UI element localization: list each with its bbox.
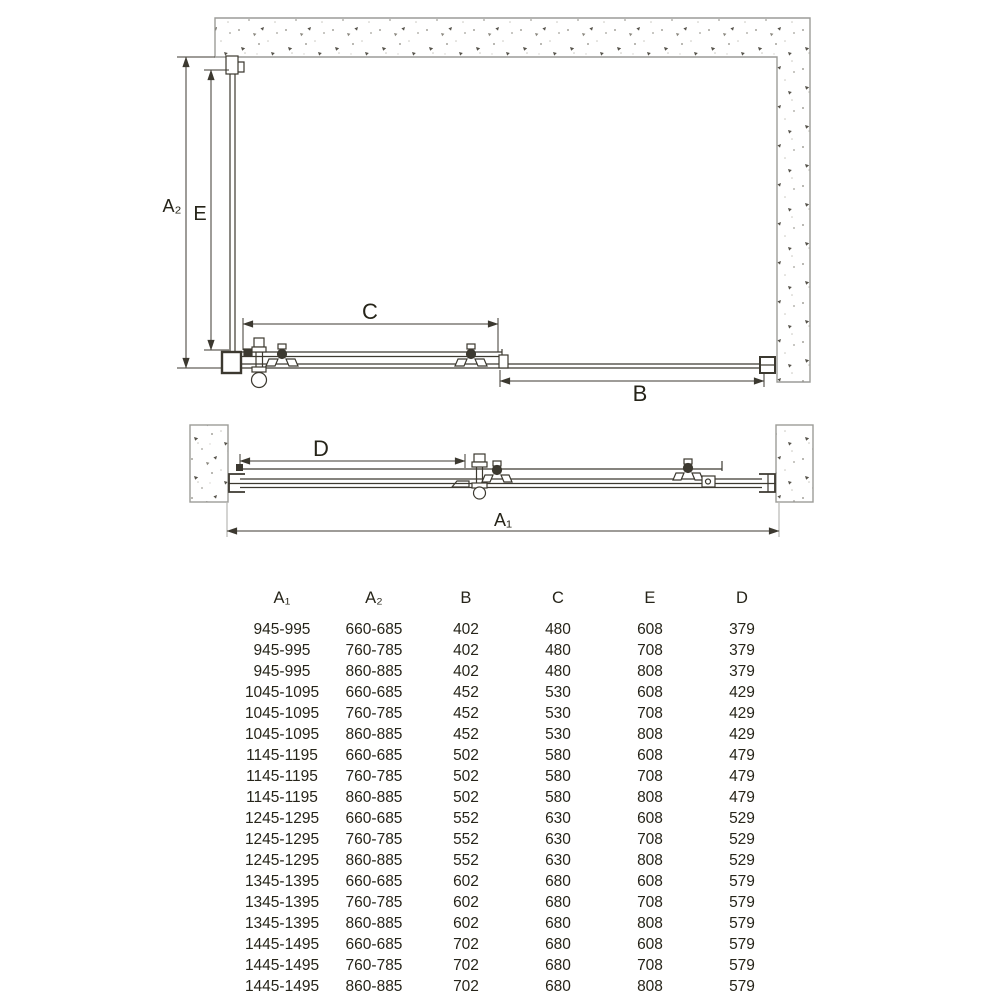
table-cell: 579 <box>729 957 755 974</box>
table-cell: 760-785 <box>345 642 403 659</box>
table-cell: 452 <box>453 684 479 701</box>
table-cell: 479 <box>729 789 755 806</box>
table-cell: 1145-1195 <box>246 747 318 764</box>
corner-bracket <box>222 352 241 373</box>
table-cell: 702 <box>453 978 479 995</box>
table-cell: 860-885 <box>345 789 403 806</box>
roller-foot <box>501 475 512 482</box>
table-cell: 808 <box>637 726 663 743</box>
table-cell: 479 <box>729 747 755 764</box>
roller-cap <box>278 344 286 349</box>
table-row <box>236 976 788 997</box>
profile-hook <box>238 62 244 72</box>
dim-label-e: E <box>193 203 207 225</box>
table-cell: 660-685 <box>345 684 403 701</box>
table-cell: 579 <box>729 873 755 890</box>
knob-bar <box>252 367 266 372</box>
column-header: A₂ <box>365 589 383 607</box>
roller-trolley <box>673 459 715 487</box>
table-cell: 680 <box>545 957 571 974</box>
table-cell: 945-995 <box>253 642 311 659</box>
column-header: A₁ <box>273 589 291 607</box>
knob-bar <box>252 347 266 352</box>
roller-wheel <box>467 350 476 359</box>
table-cell: 480 <box>545 621 571 638</box>
table-row <box>236 766 788 787</box>
table-cell: 860-885 <box>345 852 403 869</box>
table-cell: 502 <box>453 747 479 764</box>
table-cell: 429 <box>729 684 755 701</box>
table-cell: 760-785 <box>345 831 403 848</box>
roller-trolley <box>455 344 487 366</box>
roller-foot <box>475 359 487 366</box>
column-header: D <box>735 589 749 607</box>
table-cell: 602 <box>453 873 479 890</box>
table-cell: 1445-1495 <box>244 978 320 995</box>
wall-plan <box>215 18 810 382</box>
table-cell: 608 <box>637 936 663 953</box>
table-cell: 702 <box>453 957 479 974</box>
table-row <box>236 661 788 682</box>
door-end-block <box>244 349 252 356</box>
table-cell: 608 <box>637 621 663 638</box>
table-cell: 708 <box>637 894 663 911</box>
table-cell: 808 <box>637 663 663 680</box>
table-cell: 680 <box>545 978 571 995</box>
table-cell: 480 <box>545 663 571 680</box>
plan-view <box>163 18 811 406</box>
table-cell: 579 <box>729 936 755 953</box>
table-row <box>236 619 788 640</box>
table-cell: 808 <box>637 915 663 932</box>
table-cell: 708 <box>637 957 663 974</box>
table-cell: 860-885 <box>345 915 403 932</box>
table-cell: 808 <box>637 789 663 806</box>
table-cell: 680 <box>545 915 571 932</box>
table-cell: 552 <box>453 852 479 869</box>
table-cell: 379 <box>729 663 755 680</box>
dim-b <box>500 370 764 406</box>
roller-foot <box>266 359 278 366</box>
table-cell: 680 <box>545 936 571 953</box>
table-cell: 660-685 <box>345 810 403 827</box>
table-row <box>236 682 788 703</box>
knob-cap <box>254 338 264 347</box>
table-cell: 608 <box>637 747 663 764</box>
table-cell: 480 <box>545 642 571 659</box>
table-cell: 1045-1095 <box>244 726 320 743</box>
handle-knob <box>252 338 267 388</box>
table-cell: 760-785 <box>345 705 403 722</box>
roller-wheel <box>684 464 693 473</box>
table-cell: 579 <box>729 894 755 911</box>
panel-junction <box>499 355 508 368</box>
table-cell: 429 <box>729 726 755 743</box>
table-cell: 760-785 <box>345 894 403 911</box>
table-cell: 608 <box>637 810 663 827</box>
table-cell: 1145-1195 <box>246 768 318 785</box>
table-row <box>236 850 788 871</box>
table-cell: 402 <box>453 642 479 659</box>
dim-label-a1: A₁ <box>493 510 513 530</box>
dim-label-c: C <box>362 299 378 324</box>
table-cell: 608 <box>637 873 663 890</box>
dimension-table-grid <box>236 589 788 997</box>
table-cell: 530 <box>545 705 571 722</box>
dim-e <box>193 70 229 350</box>
table-row <box>236 955 788 976</box>
table-cell: 708 <box>637 768 663 785</box>
table-cell: 860-885 <box>345 978 403 995</box>
table-cell: 860-885 <box>345 726 403 743</box>
knob-ball <box>252 373 267 388</box>
table-cell: 580 <box>545 747 571 764</box>
table-cell: 808 <box>637 978 663 995</box>
table-cell: 680 <box>545 873 571 890</box>
table-cell: 1045-1095 <box>244 684 320 701</box>
table-cell: 660-685 <box>345 936 403 953</box>
knob-bar <box>472 462 487 467</box>
knob-cap <box>474 454 485 462</box>
wall-right <box>776 425 813 502</box>
roller-wheel <box>493 466 502 475</box>
table-cell: 808 <box>637 852 663 869</box>
dim-label-b: B <box>632 381 648 406</box>
roller-foot <box>455 359 467 366</box>
table-row <box>236 745 788 766</box>
table-cell: 1345-1395 <box>244 894 320 911</box>
table-cell: 452 <box>453 705 479 722</box>
table-cell: 1045-1095 <box>244 705 320 722</box>
table-cell: 579 <box>729 915 755 932</box>
table-cell: 1145-1195 <box>246 789 318 806</box>
table-cell: 630 <box>545 852 571 869</box>
table-cell: 530 <box>545 684 571 701</box>
table-cell: 630 <box>545 831 571 848</box>
table-cell: 502 <box>453 789 479 806</box>
table-cell: 760-785 <box>345 957 403 974</box>
table-cell: 402 <box>453 663 479 680</box>
table-cell: 680 <box>545 894 571 911</box>
table-row <box>236 808 788 829</box>
table-row <box>236 871 788 892</box>
table-cell: 479 <box>729 768 755 785</box>
table-cell: 552 <box>453 810 479 827</box>
roller-bracket <box>702 476 715 487</box>
dimension-table <box>236 589 788 997</box>
table-cell: 402 <box>453 621 479 638</box>
table-cell: 502 <box>453 768 479 785</box>
dim-label-a2: A₂ <box>162 196 182 216</box>
knob-ball <box>474 487 486 499</box>
wall-profile-top <box>226 56 238 74</box>
table-cell: 602 <box>453 894 479 911</box>
table-cell: 529 <box>729 852 755 869</box>
table-cell: 1245-1295 <box>244 831 320 848</box>
table-row <box>236 724 788 745</box>
table-cell: 552 <box>453 831 479 848</box>
column-header: E <box>644 589 656 607</box>
table-cell: 660-685 <box>345 621 403 638</box>
table-row <box>236 913 788 934</box>
table-cell: 1445-1495 <box>244 957 320 974</box>
table-cell: 608 <box>637 684 663 701</box>
fixed-panel-left <box>222 56 244 373</box>
dimension-table-body <box>236 619 788 997</box>
fixed-panel-bottom <box>241 355 775 373</box>
table-cell: 945-995 <box>253 663 311 680</box>
table-cell: 760-785 <box>345 768 403 785</box>
table-cell: 602 <box>453 915 479 932</box>
roller-trolley <box>266 344 298 366</box>
dimension-table-head-row <box>236 589 788 619</box>
table-cell: 708 <box>637 642 663 659</box>
table-row <box>236 787 788 808</box>
table-cell: 429 <box>729 705 755 722</box>
table-cell: 452 <box>453 726 479 743</box>
table-cell: 580 <box>545 768 571 785</box>
table-cell: 708 <box>637 705 663 722</box>
roller-foot <box>286 359 298 366</box>
table-cell: 379 <box>729 642 755 659</box>
table-cell: 529 <box>729 831 755 848</box>
wall-left <box>190 425 228 502</box>
table-cell: 708 <box>637 831 663 848</box>
table-cell: 702 <box>453 936 479 953</box>
table-cell: 529 <box>729 810 755 827</box>
table-cell: 1345-1395 <box>244 915 320 932</box>
dim-label-d: D <box>313 436 329 461</box>
table-cell: 860-885 <box>345 663 403 680</box>
roller-foot <box>482 475 493 482</box>
dimension-table-head <box>236 589 788 619</box>
table-cell: 1245-1295 <box>244 852 320 869</box>
table-cell: 945-995 <box>253 621 311 638</box>
dim-a1 <box>227 503 779 537</box>
table-cell: 660-685 <box>345 747 403 764</box>
column-header: C <box>551 589 565 607</box>
table-row <box>236 703 788 724</box>
roller-wheel <box>278 350 287 359</box>
table-cell: 530 <box>545 726 571 743</box>
table-cell: 379 <box>729 621 755 638</box>
table-row <box>236 934 788 955</box>
table-cell: 630 <box>545 810 571 827</box>
dim-a2 <box>163 57 223 368</box>
table-cell: 1445-1495 <box>244 936 320 953</box>
dim-d <box>240 436 465 468</box>
table-row <box>236 829 788 850</box>
column-header: B <box>460 589 472 607</box>
table-cell: 1245-1295 <box>244 810 320 827</box>
table-cell: 1345-1395 <box>244 873 320 890</box>
table-cell: 660-685 <box>345 873 403 890</box>
table-row <box>236 892 788 913</box>
table-cell: 579 <box>729 978 755 995</box>
table-cell: 580 <box>545 789 571 806</box>
roller-cap <box>467 344 475 349</box>
table-row <box>236 640 788 661</box>
front-view <box>190 425 813 537</box>
